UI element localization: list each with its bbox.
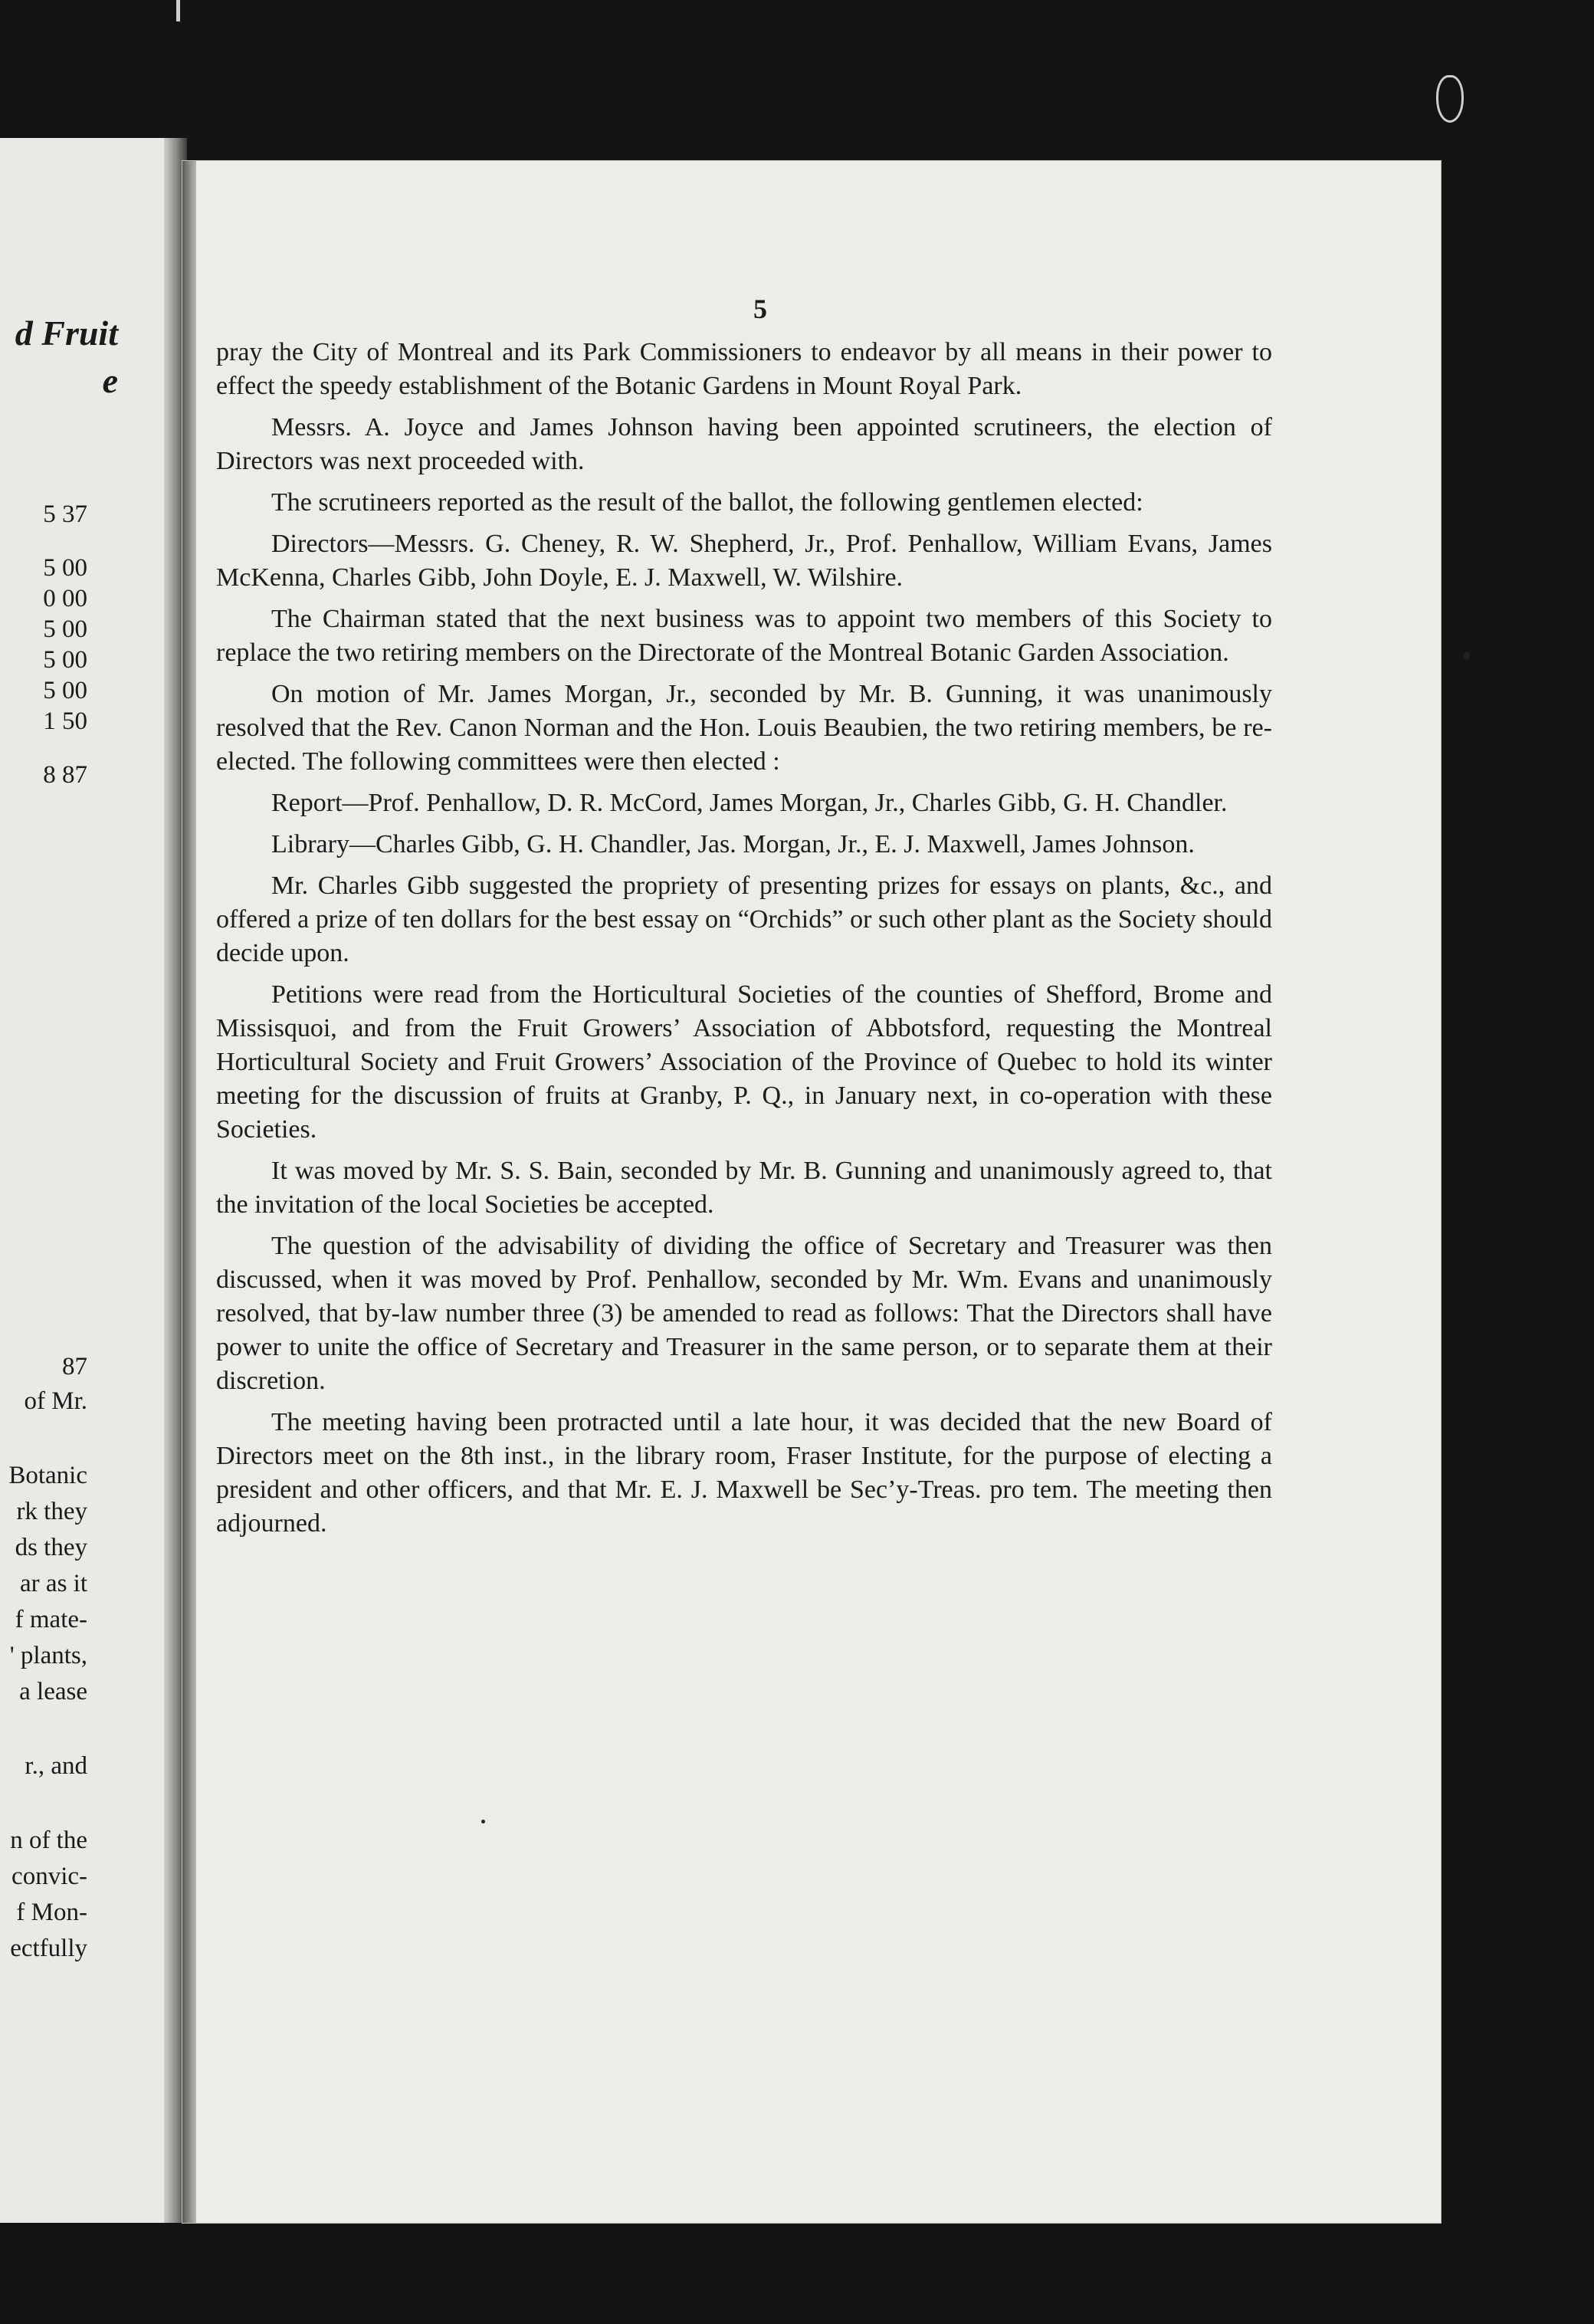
previous-page-fragment-line: convic- (11, 1863, 87, 1890)
previous-page-figure: 5 37 (43, 501, 87, 528)
previous-page-fragment-line: f Mon- (16, 1899, 87, 1926)
paragraph-ballot-result: The scrutineers reported as the result of the ballot, the following gentlemen elected: (271, 488, 1143, 517)
previous-page-heading-line-2: e (102, 361, 118, 400)
previous-page-figure: 5 00 (43, 554, 87, 582)
previous-page-figure: 5 00 (43, 615, 87, 643)
paragraph-directors: Directors—Messrs. G. Cheney, R. W. Shepherd, Jr., Prof. Penhallow, William Evans, James McKenna, Charles Gibb, John Doyle, E. J. Maxwell, W. Wilshire. (216, 530, 1272, 592)
paragraph-secretary-treasurer: The question of the advisability of dividing the office of Secretary and Treasurer was then discussed, when it was moved by Prof. Penhallow, seconded by Mr. Wm. Evans and unanimously resolved, that by-law number three (3) be amended to read as follows: That the Directors shall have power to unite the office of Secretary and Treasurer in the same person, or to separate them at their discretion. (216, 1232, 1272, 1395)
previous-page-fragment-line: ' plants, (9, 1642, 87, 1669)
previous-page-fragment-line: ds they (15, 1534, 87, 1561)
paragraph-invitation: It was moved by Mr. S. S. Bain, seconded by Mr. B. Gunning and unanimously agreed to, that the invitation of the local Societies be accepted. (216, 1157, 1272, 1219)
paragraph-continuation: pray the City of Montreal and its Park Commissioners to endeavor by all means in their power to effect the speedy establishment of the Botanic Gardens in Mount Royal Park. (216, 338, 1272, 400)
previous-page-figure: 1 50 (43, 707, 87, 735)
paragraph-scrutineers: Messrs. A. Joyce and James Johnson having been appointed scrutineers, the election of Directors was next proceeded with. (216, 413, 1272, 475)
paragraph-motion: On motion of Mr. James Morgan, Jr., seconded by Mr. B. Gunning, it was unanimously resolved that the Rev. Canon Norman and the Hon. Louis Beaubien, the two retiring members, be re-elected. The following committees were then elected : (216, 680, 1272, 776)
film-scratch-mark (1436, 75, 1464, 123)
ink-speck (481, 1820, 485, 1823)
document-page (182, 161, 1441, 2223)
film-mark (176, 0, 180, 21)
previous-page-figure: 8 87 (43, 761, 87, 789)
previous-page-fragment-line: f mate- (15, 1606, 87, 1633)
paragraph-adjournment: The meeting having been protracted until a late hour, it was decided that the new Board of Directors meet on the 8th inst., in the library room, Fraser Institute, for the purpose of electing a president and other officers, and that Mr. E. J. Maxwell be Sec’y-Treas. pro tem. The meeting then adjourned. (216, 1408, 1272, 1538)
paragraph-report-committee: Report—Prof. Penhallow, D. R. McCord, James Morgan, Jr., Charles Gibb, G. H. Chandler. (271, 789, 1228, 817)
previous-page-fragment-line: 87 (62, 1353, 87, 1380)
previous-page-figure: 5 00 (43, 646, 87, 674)
paragraph-library-committee: Library—Charles Gibb, G. H. Chandler, Jas. Morgan, Jr., E. J. Maxwell, James Johnson. (271, 830, 1195, 858)
previous-page-fragment-line: a lease (19, 1678, 87, 1705)
previous-page-figure: 5 00 (43, 677, 87, 704)
previous-page-fragment-line: ectfully (10, 1935, 87, 1962)
paragraph-essay-prizes: Mr. Charles Gibb suggested the propriety of presenting prizes for essays on plants, &c., and offered a prize of ten dollars for the best essay on “Orchids” or such other plant as the Society should decide upon. (216, 872, 1272, 967)
previous-page-fragment-line: n of the (10, 1827, 87, 1854)
previous-page-fragment (0, 138, 184, 2223)
previous-page-fragment-line: rk they (16, 1498, 87, 1525)
previous-page-fragment-line: ar as it (20, 1570, 87, 1597)
previous-page-fragment-line: r., and (25, 1752, 87, 1780)
previous-page-fragment-line: Botanic (8, 1462, 87, 1489)
paragraph-petitions: Petitions were read from the Horticultural Societies of the counties of Shefford, Brome and Missisquoi, and from the Fruit Growers’ Association of Abbotsford, requesting the Montreal Horticultural Society and Fruit Growers’ Association of the Province of Quebec to hold its winter meeting for the discussion of fruits at Granby, P. Q., in January next, in co-operation with these Societies. (216, 980, 1272, 1144)
page-number: 5 (753, 294, 767, 324)
page-spine-shadow (182, 161, 196, 2223)
paragraph-chairman: The Chairman stated that the next business was to appoint two members of this Society to replace the two retiring members on the Directorate of the Montreal Botanic Garden Association. (216, 605, 1272, 667)
ink-speck (1464, 652, 1470, 659)
previous-page-heading-line-1: d Fruit (15, 313, 118, 353)
previous-page-fragment-line: of Mr. (24, 1387, 87, 1415)
previous-page-figure: 0 00 (43, 585, 87, 612)
body-text (216, 336, 1272, 1548)
